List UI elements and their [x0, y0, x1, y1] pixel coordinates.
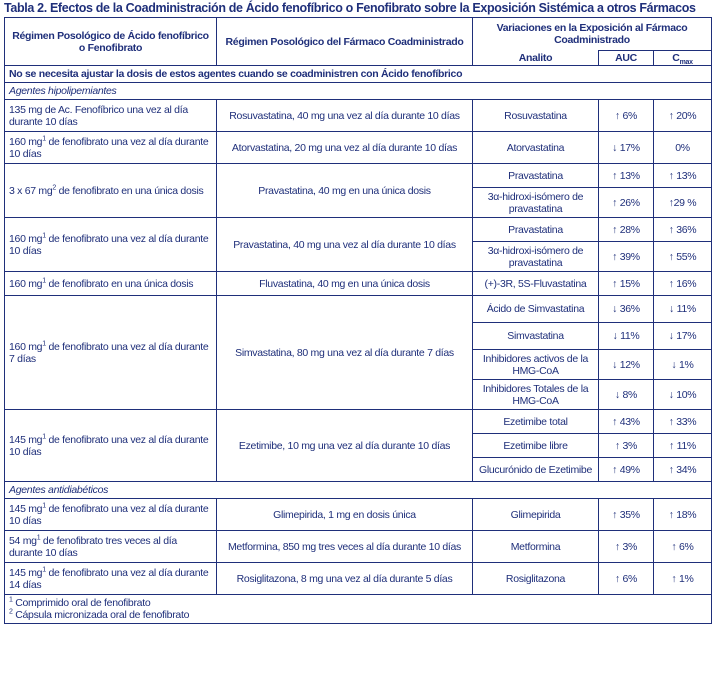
interaction-table — [4, 17, 712, 624]
regimen-text: de fenofibrato tres veces al día durante 10 días — [9, 534, 177, 559]
band-row — [5, 66, 712, 83]
table-row — [5, 499, 712, 531]
table-row — [5, 410, 712, 434]
regimen-text: de fenofibrato una vez al día durante 10 días — [9, 502, 209, 527]
footnotes-row — [5, 595, 712, 624]
regimen-dose: 160 mg — [9, 232, 43, 245]
coadministered-cell: Pravastatina, 40 mg una vez al día durante 10 días — [217, 218, 473, 272]
auc-cell: ↑ 35% — [599, 499, 654, 531]
footnote-ref: 1 — [42, 433, 46, 440]
cmax-cell: ↑ 36% — [654, 218, 712, 242]
auc-cell: ↑ 39% — [599, 242, 654, 272]
regimen-text: de fenofibrato en una única dosis — [45, 277, 194, 290]
coadministered-cell: Atorvastatina, 20 mg una vez al día durante 10 días — [217, 132, 473, 164]
analyte-cell: Rosuvastatina — [473, 100, 599, 132]
cmax-cell: ↑ 20% — [654, 100, 712, 132]
cmax-cell: ↓ 1% — [654, 350, 712, 380]
auc-cell: ↑ 13% — [599, 164, 654, 188]
auc-cell: ↓ 17% — [599, 132, 654, 164]
footnote-ref: 2 — [52, 184, 57, 191]
auc-cell: ↑ 26% — [599, 188, 654, 218]
cmax-cell: 0% — [654, 132, 712, 164]
auc-cell: ↓ 8% — [599, 380, 654, 410]
auc-cell: ↑ 6% — [599, 563, 654, 595]
auc-cell: ↑ 3% — [599, 531, 654, 563]
footnote-marker: 1 — [9, 596, 13, 604]
section-row — [5, 482, 712, 499]
table-row — [5, 132, 712, 164]
header-regimen-coadministrado: Régimen Posológico del Fármaco Coadministrado — [217, 18, 473, 66]
auc-cell: ↓ 11% — [599, 323, 654, 350]
regimen-text: de fenofibrato una vez al día durante 10 días — [9, 433, 209, 458]
coadministered-cell: Rosiglitazona, 8 mg una vez al día durante 5 días — [217, 563, 473, 595]
regimen-text: de fenofibrato una vez al día durante 10 días — [9, 232, 209, 257]
auc-cell: ↓ 36% — [599, 296, 654, 323]
analyte-cell: Metformina — [473, 531, 599, 563]
analyte-cell: Ácido de Simvastatina — [473, 296, 599, 323]
header-auc: AUC — [599, 51, 654, 66]
table-row — [5, 563, 712, 595]
analyte-cell: Simvastatina — [473, 323, 599, 350]
coadministered-cell: Fluvastatina, 40 mg en una única dosis — [217, 272, 473, 296]
footnote-ref: 1 — [36, 534, 41, 541]
section-hipolipemiantes: Agentes hipolipemiantes — [5, 83, 712, 100]
regimen-cell: 135 mg de Ac. Fenofíbrico una vez al día durante 10 días — [5, 100, 217, 132]
section-antidiabeticos: Agentes antidiabéticos — [5, 482, 712, 499]
regimen-cell — [5, 296, 217, 410]
footnote-ref: 1 — [42, 277, 46, 284]
analyte-cell: Inhibidores Totales de la HMG-CoA — [473, 380, 599, 410]
footnote-text: Comprimido oral de fenofibrato — [12, 597, 151, 609]
cmax-cell: ↑ 6% — [654, 531, 712, 563]
cmax-cell: ↑ 1% — [654, 563, 712, 595]
coadministered-cell: Ezetimibe, 10 mg una vez al día durante 10 días — [217, 410, 473, 482]
regimen-dose: 160 mg — [9, 135, 43, 148]
footnote-2 — [9, 609, 707, 621]
cmax-cell: ↑ 55% — [654, 242, 712, 272]
document — [4, 0, 711, 624]
analyte-cell: Atorvastatina — [473, 132, 599, 164]
cmax-cell: ↑29 % — [654, 188, 712, 218]
coadministered-cell: Pravastatina, 40 mg en una única dosis — [217, 164, 473, 218]
regimen-cell — [5, 132, 217, 164]
footnote-text: Cápsula micronizada oral de fenofibrato — [12, 609, 190, 621]
footnote-ref: 1 — [42, 502, 46, 509]
footnote-ref: 1 — [42, 135, 46, 142]
coadministered-cell: Rosuvastatina, 40 mg una vez al día durante 10 días — [217, 100, 473, 132]
footnote-ref: 1 — [42, 566, 46, 573]
regimen-cell — [5, 218, 217, 272]
header-cmax — [654, 51, 712, 66]
header-analito: Analito — [473, 51, 599, 66]
analyte-cell: 3α-hidroxi-isómero de pravastatina — [473, 188, 599, 218]
band-text: No se necesita ajustar la dosis de estos agentes cuando se coadministren con Ácido fenofíbrico — [5, 66, 712, 83]
auc-cell: ↑ 3% — [599, 434, 654, 458]
auc-cell: ↑ 15% — [599, 272, 654, 296]
cmax-cell: ↑ 33% — [654, 410, 712, 434]
header-cmax-sub: max — [679, 59, 693, 67]
auc-cell: ↓ 12% — [599, 350, 654, 380]
table-row — [5, 531, 712, 563]
footnote-marker: 2 — [9, 608, 13, 616]
regimen-text: de fenofibrato en una única dosis — [56, 184, 204, 197]
table-row — [5, 296, 712, 323]
analyte-cell: Ezetimibe total — [473, 410, 599, 434]
regimen-cell — [5, 499, 217, 531]
table-row — [5, 218, 712, 242]
regimen-cell — [5, 164, 217, 218]
cmax-cell: ↑ 13% — [654, 164, 712, 188]
regimen-dose: 145 mg — [9, 566, 43, 579]
footnote-ref: 1 — [42, 340, 46, 347]
header-regimen-fenofibrico: Régimen Posológico de Ácido fenofíbrico o Fenofibrato — [5, 18, 217, 66]
regimen-cell — [5, 563, 217, 595]
analyte-cell: 3α-hidroxi-isómero de pravastatina — [473, 242, 599, 272]
table-title: Tabla 2. Efectos de la Coadministración de Ácido fenofíbrico o Fenofibrato sobre la Exposición Sistémica a otros Fármacos — [4, 1, 696, 15]
header-cmax-main: C — [672, 52, 680, 64]
cmax-cell: ↑ 18% — [654, 499, 712, 531]
regimen-cell — [5, 531, 217, 563]
regimen-dose: 145 mg — [9, 433, 43, 446]
regimen-text: de fenofibrato una vez al día durante 10 días — [9, 135, 209, 160]
footnote-1 — [9, 597, 707, 609]
auc-cell: ↑ 28% — [599, 218, 654, 242]
coadministered-cell: Glimepirida, 1 mg en dosis única — [217, 499, 473, 531]
coadministered-cell: Metformina, 850 mg tres veces al día durante 10 días — [217, 531, 473, 563]
section-row — [5, 83, 712, 100]
table-row — [5, 164, 712, 188]
auc-cell: ↑ 6% — [599, 100, 654, 132]
regimen-dose: 3 x 67 mg — [9, 184, 53, 197]
regimen-cell — [5, 410, 217, 482]
analyte-cell: Pravastatina — [473, 164, 599, 188]
header-row — [5, 18, 712, 51]
analyte-cell: Glucurónido de Ezetimibe — [473, 458, 599, 482]
table-row — [5, 272, 712, 296]
analyte-cell: Inhibidores activos de la HMG-CoA — [473, 350, 599, 380]
cmax-cell: ↓ 10% — [654, 380, 712, 410]
analyte-cell: Glimepirida — [473, 499, 599, 531]
analyte-cell: (+)-3R, 5S-Fluvastatina — [473, 272, 599, 296]
regimen-text: de fenofibrato una vez al día durante 14 días — [9, 566, 209, 591]
cmax-cell: ↑ 16% — [654, 272, 712, 296]
regimen-dose: 54 mg — [9, 534, 37, 547]
analyte-cell: Rosiglitazona — [473, 563, 599, 595]
regimen-dose: 160 mg — [9, 340, 43, 353]
cmax-cell: ↑ 34% — [654, 458, 712, 482]
analyte-cell: Ezetimibe libre — [473, 434, 599, 458]
header-variaciones: Variaciones en la Exposición al Fármaco Coadministrado — [473, 18, 712, 51]
footnotes — [5, 595, 712, 624]
analyte-cell: Pravastatina — [473, 218, 599, 242]
table-row — [5, 100, 712, 132]
cmax-cell: ↓ 11% — [654, 296, 712, 323]
regimen-dose: 160 mg — [9, 277, 43, 290]
auc-cell: ↑ 49% — [599, 458, 654, 482]
regimen-cell — [5, 272, 217, 296]
coadministered-cell: Simvastatina, 80 mg una vez al día durante 7 días — [217, 296, 473, 410]
regimen-dose: 145 mg — [9, 502, 43, 515]
cmax-cell: ↑ 11% — [654, 434, 712, 458]
cmax-cell: ↓ 17% — [654, 323, 712, 350]
regimen-text: de fenofibrato una vez al día durante 7 días — [9, 340, 209, 365]
footnote-ref: 1 — [42, 232, 46, 239]
auc-cell: ↑ 43% — [599, 410, 654, 434]
